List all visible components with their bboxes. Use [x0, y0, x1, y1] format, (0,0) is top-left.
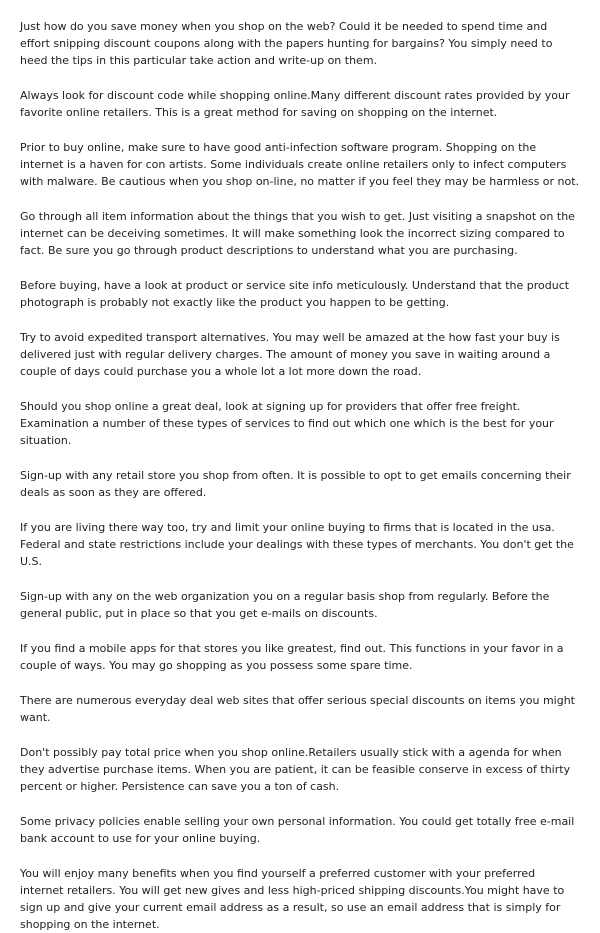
paragraph-4: Go through all item information about the things that you wish to get. Just visiting a snapshot on the internet can be deceiving sometimes. It will make something look the incorrect sizing compared to fact. Be sure you go through product descriptions to understand what you are purchasing. — [20, 210, 575, 257]
paragraph-3: Prior to buy online, make sure to have good anti-infection software program. Shopping on the internet is a haven for con artists. Some individuals create online retailers only to infect computers with malware. Be cautious when you shop on-line, no matter if you feel they may be harmless or not. — [20, 141, 580, 188]
paragraph-15: You will enjoy many benefits when you find yourself a preferred customer with your preferred internet retailers. You will get new gives and less high-priced shipping discounts.You might have to sign up and give your current email address as a result, so use an email address that is simply for shopping on the internet. — [20, 867, 565, 931]
paragraph-14: Some privacy policies enable selling your own personal information. You could get totally free e-mail bank account to use for your online buying. — [20, 815, 575, 845]
paragraph-8: Sign-up with any retail store you shop from often. It is possible to opt to get emails concerning their deals as soon as they are offered. — [20, 469, 571, 499]
paragraph-13: Don't possibly pay total price when you shop online.Retailers usually stick with a agenda for when they advertise purchase items. When you are patient, it can be feasible conserve in excess of thirty percent or higher. Persistence can save you a ton of cash. — [20, 746, 571, 793]
paragraph-5: Before buying, have a look at product or service site info meticulously. Understand that the product photograph is probably not exactly like the product you happen to be getting. — [20, 279, 570, 309]
paragraph-7: Should you shop online a great deal, look at signing up for providers that offer free freight. Examination a number of these types of services to find out which one which is the best for your situation. — [20, 400, 554, 447]
paragraph-2: Always look for discount code while shopping online.Many different discount rates provided by your favorite online retailers. This is a great method for saving on shopping on the internet. — [20, 89, 570, 119]
paragraph-1: Just how do you save money when you shop on the web? Could it be needed to spend time and effort snipping discount coupons along with the papers hunting for bargains? You simply need to heed the tips in this particular take action and write-up on them. — [20, 20, 553, 67]
paragraph-11: If you find a mobile apps for that stores you like greatest, find out. This functions in your favor in a couple of ways. You may go shopping as you possess some spare time. — [20, 642, 564, 672]
paragraph-9: If you are living there way too, try and limit your online buying to firms that is located in the usa. Federal and state restrictions include your dealings with these types of merchants. You don't get the U.S. — [20, 521, 574, 568]
paragraph-6: Try to avoid expedited transport alternatives. You may well be amazed at the how fast your buy is delivered just with regular delivery charges. The amount of money you save in waiting around a couple of days could purchase you a whole lot a lot more down the road. — [20, 331, 560, 378]
paragraph-12: There are numerous everyday deal web sites that offer serious special discounts on items you might want. — [20, 694, 575, 724]
paragraph-10: Sign-up with any on the web organization you on a regular basis shop from regularly. Before the general public, put in place so that you get e-mails on discounts. — [20, 590, 550, 620]
